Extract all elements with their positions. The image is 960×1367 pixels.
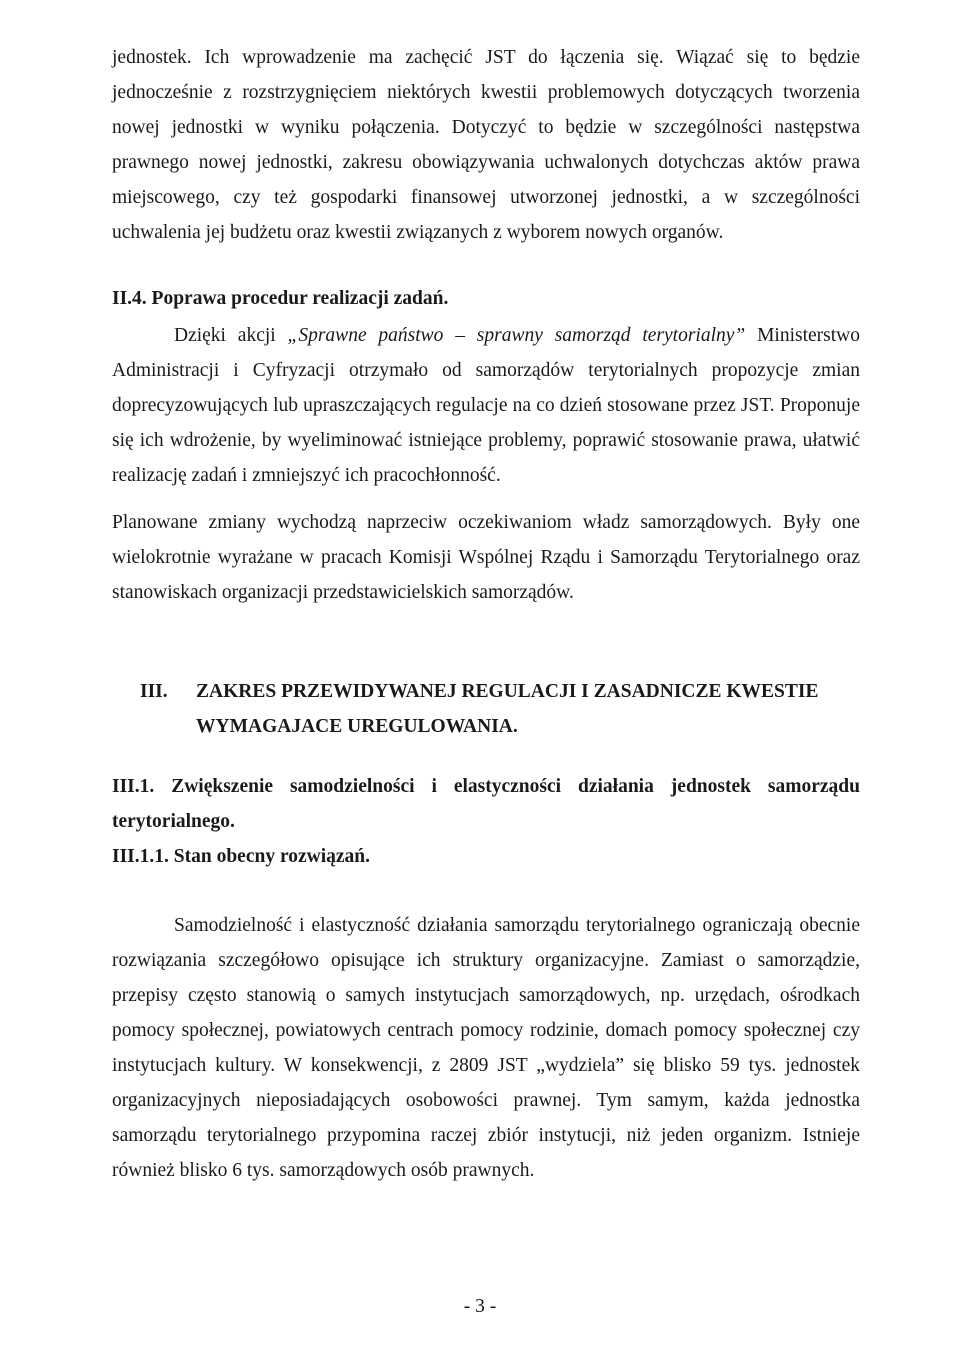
paragraph-sprawne-panstwo-start: Dzięki akcji (174, 325, 288, 346)
paragraph-sprawne-panstwo (112, 318, 860, 493)
heading-iii11: III.1.1. Stan obecny rozwiązań. (112, 846, 371, 867)
paragraph-planned-changes: Planowane zmiany wychodzą naprzeciw oczekiwaniom władz samorządowych. Były one wielokrotnie wyrażane w pracach Komisji Wspólnej Rządu i Samorządu Terytorialnego oraz stanowiskach organizacji przedstawicielskich samorządów. (112, 512, 860, 603)
paragraph-merger-consequences: jednostek. Ich wprowadzenie ma zachęcić JST do łączenia się. Wiązać się to będzie jednocześnie z rozstrzygnięciem niektórych kwestii problemowych dotyczących tworzenia nowej jednostki w wyniku połączenia. Dotyczyć to będzie w szczególności następstwa prawnego nowej jednostki, zakresu obowiązywania uchwalonych dotychczas aktów prawa miejscowego, czy też gospodarki finansowej utworzonej jednostki, a w szczególności uchwalenia jej budżetu oraz kwestii związanych z wyborem nowych organów. (112, 47, 860, 243)
document-page (112, 40, 860, 1188)
heading-iii-title: ZAKRES PRZEWIDYWANEJ REGULACJI I ZASADNICZE KWESTIE WYMAGAJACE UREGULOWANIA. (196, 681, 819, 737)
paragraph-sprawne-panstwo-rest: Ministerstwo Administracji i Cyfryzacji otrzymało od samorządów terytorialnych propozycje zmian doprecyzowujących lub upraszczających regulacje na co dzień stosowane przez JST. Proponuje się ich wdrożenie, by wyeliminować istniejące problemy, poprawić stosowanie prawa, ułatwić realizację zadań i zmniejszyć ich pracochłonność. (112, 325, 860, 486)
heading-iii1: III.1. Zwiększenie samodzielności i elastyczności działania jednostek samorządu terytorialnego. (112, 776, 860, 832)
page-number: - 3 - (463, 1296, 497, 1317)
paragraph-current-state: Samodzielność i elastyczność działania samorządu terytorialnego ograniczają obecnie rozwiązania szczegółowo opisujące ich struktury organizacyjne. Zamiast o samorządzie, przepisy często stanowią o samych instytucjach samorządowych, np. urzędach, ośrodkach pomocy społecznej, powiatowych centrach pomocy rodzinie, domach pomocy społecznej czy instytucjach kultury. W konsekwencji, z 2809 JST „wydziela” się blisko 59 tys. jednostek organizacyjnych nieposiadających osobowości prawnej. Tym samym, każda jednostka samorządu terytorialnego przypomina raczej zbiór instytucji, niż jeden organizm. Istnieje również blisko 6 tys. samorządowych osób prawnych. (112, 915, 860, 1181)
heading-ii4: II.4. Poprawa procedur realizacji zadań. (112, 288, 449, 309)
action-name-italic: „Sprawne państwo – sprawny samorząd terytorialny” (287, 325, 746, 346)
heading-iii-number: III. (140, 681, 168, 702)
heading-iii (112, 674, 860, 744)
